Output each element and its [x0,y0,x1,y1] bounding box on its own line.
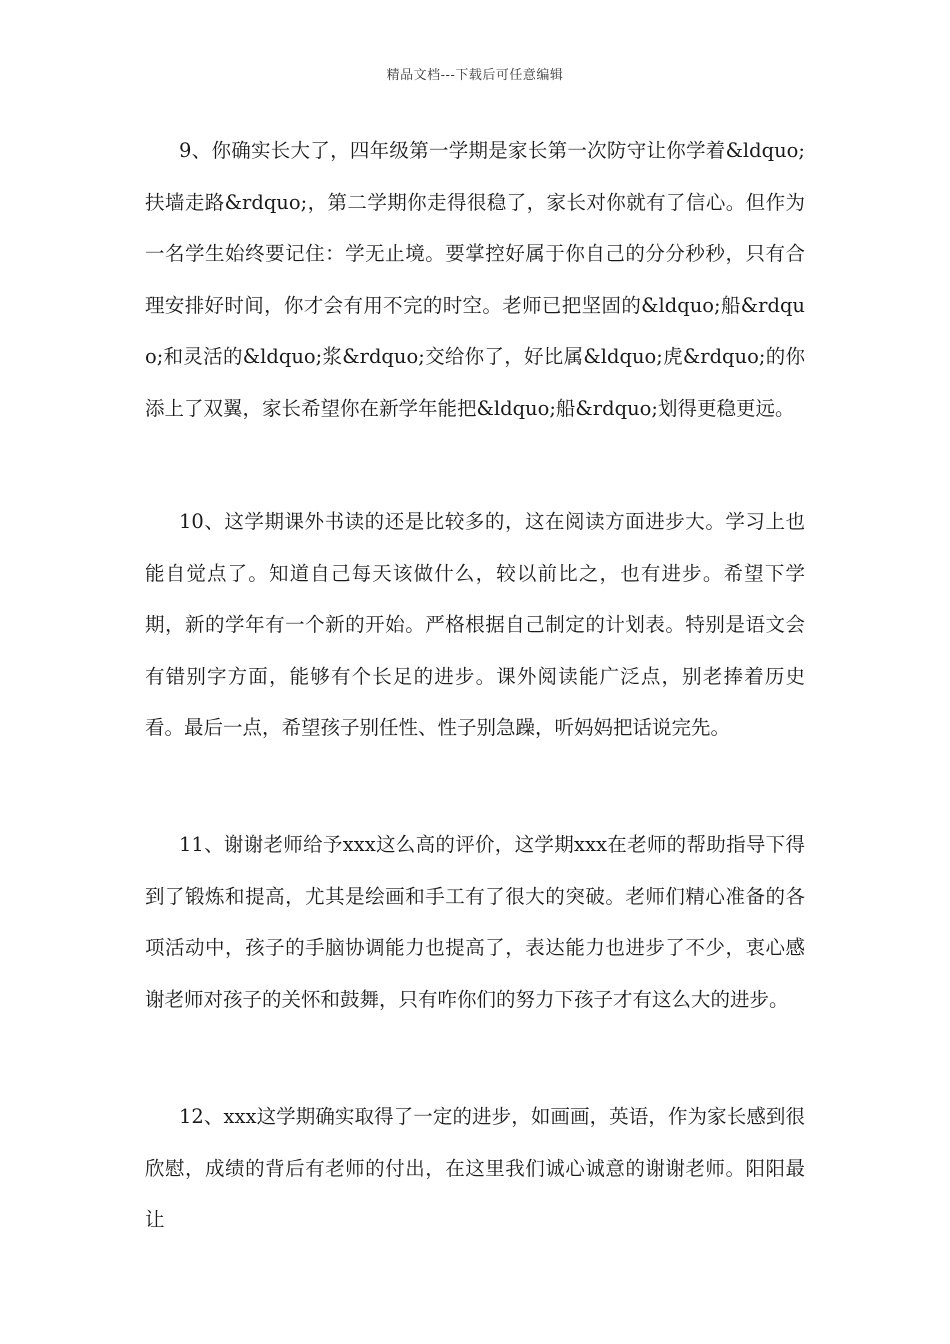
paragraph-9: 9、你确实长大了，四年级第一学期是家长第一次防守让你学着&ldquo;扶墙走路&rdquo;，第二学期你走得很稳了，家长对你就有了信心。但作为一名学生始终要记住：学无止境。要掌控好属于你自己的分分秒秒，只有合理安排好时间，你才会有用不完的时空。老师已把坚固的&ldquo;船&rdquo;和灵活的&ldquo;浆&rdquo;交给你了，好比属&ldquo;虎&rdquo;的你添上了双翼，家长希望你在新学年能把&ldquo;船&rdquo;划得更稳更远。 [145,139,805,420]
paragraph-12: 12、xxx这学期确实取得了一定的进步，如画画，英语，作为家长感到很欣慰，成绩的背后有老师的付出，在这里我们诚心诚意的谢谢老师。阳阳最让 [145,1105,805,1231]
paragraph-10: 10、这学期课外书读的还是比较多的，这在阅读方面进步大。学习上也能自觉点了。知道自己每天该做什么，较以前比之，也有进步。希望下学期，新的学年有一个新的开始。严格根据自己制定的计划表。特别是语文会有错别字方面，能够有个长足的进步。课外阅读能广泛点，别老捧着历史看。最后一点，希望孩子别任性、性子别急躁，听妈妈把话说完先。 [145,510,805,739]
paragraph-11: 11、谢谢老师给予xxx这么高的评价，这学期xxx在老师的帮助指导下得到了锻炼和提高，尤其是绘画和手工有了很大的突破。老师们精心准备的各项活动中，孩子的手脑协调能力也提高了，表达能力也进步了不少，衷心感谢老师对孩子的关怀和鼓舞，只有咋你们的努力下孩子才有这么大的进步。 [145,833,805,1011]
page-header: 精品文档---下载后可任意编辑 [386,68,564,83]
